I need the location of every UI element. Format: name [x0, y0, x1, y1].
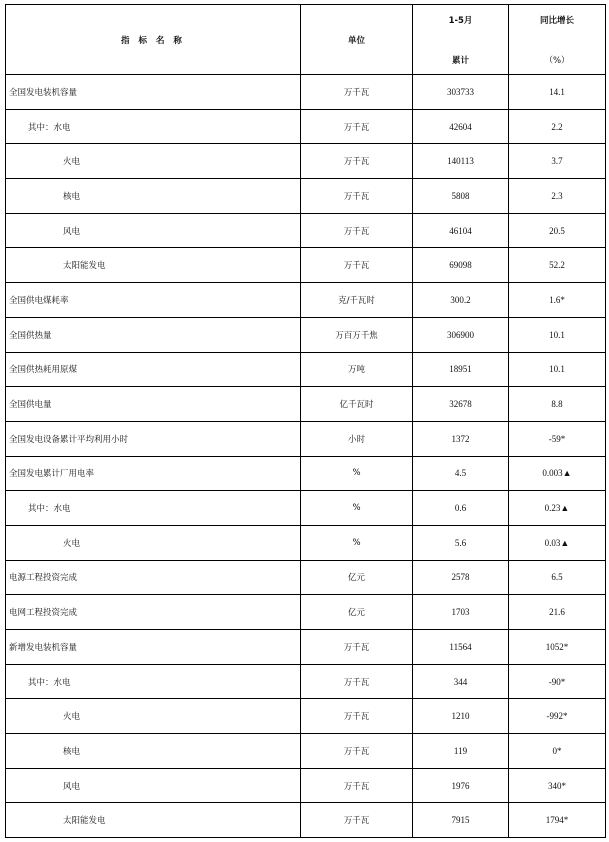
header-growth — [509, 5, 606, 75]
table-row — [6, 595, 606, 630]
table-row — [6, 75, 606, 110]
row-unit: 万千瓦 — [301, 768, 413, 803]
table-row — [6, 317, 606, 352]
row-growth: 6.5 — [509, 560, 606, 595]
row-unit: 万千瓦 — [301, 699, 413, 734]
table-row — [6, 248, 606, 283]
row-growth: 21.6 — [509, 595, 606, 630]
row-growth: 0* — [509, 734, 606, 769]
row-unit: 亿千瓦时 — [301, 387, 413, 422]
row-name: 火电 — [6, 525, 301, 560]
row-value: 42604 — [413, 109, 509, 144]
row-growth: 20.5 — [509, 213, 606, 248]
row-growth: 2.2 — [509, 109, 606, 144]
header-growth-label: 同比增长 — [539, 15, 574, 26]
row-unit: 万千瓦 — [301, 213, 413, 248]
row-name: 太阳能发电 — [6, 248, 301, 283]
row-growth: 14.1 — [509, 75, 606, 110]
row-value: 11564 — [413, 630, 509, 665]
row-unit: 万吨 — [301, 352, 413, 387]
row-name: 风电 — [6, 213, 301, 248]
header-period: 1-5月 — [448, 15, 473, 26]
row-unit: 小时 — [301, 421, 413, 456]
table-row — [6, 109, 606, 144]
table-row — [6, 768, 606, 803]
row-unit: 万千瓦 — [301, 109, 413, 144]
table-header-row — [6, 5, 606, 75]
table-row — [6, 734, 606, 769]
row-name: 核电 — [6, 734, 301, 769]
table-row — [6, 630, 606, 665]
row-value: 46104 — [413, 213, 509, 248]
row-name: 全国发电累计厂用电率 — [6, 456, 301, 491]
row-value: 5808 — [413, 179, 509, 214]
table-row — [6, 525, 606, 560]
table-row — [6, 560, 606, 595]
row-growth: 3.7 — [509, 144, 606, 179]
table-row — [6, 421, 606, 456]
table-row — [6, 664, 606, 699]
row-name: 全国供热耗用原煤 — [6, 352, 301, 387]
row-name: 风电 — [6, 768, 301, 803]
row-name: 全国发电设备累计平均利用小时 — [6, 421, 301, 456]
row-growth: -90* — [509, 664, 606, 699]
row-growth: 0.23▲ — [509, 491, 606, 526]
row-unit: 万千瓦 — [301, 75, 413, 110]
table-row — [6, 491, 606, 526]
row-unit: % — [301, 525, 413, 560]
row-growth: 1.6* — [509, 283, 606, 318]
row-value: 1703 — [413, 595, 509, 630]
table-row — [6, 179, 606, 214]
row-unit: 万千瓦 — [301, 630, 413, 665]
row-unit: 万千瓦 — [301, 179, 413, 214]
row-unit: 万千瓦 — [301, 664, 413, 699]
row-growth: -992* — [509, 699, 606, 734]
row-value: 140113 — [413, 144, 509, 179]
table-row — [6, 387, 606, 422]
row-value: 18951 — [413, 352, 509, 387]
row-name: 其中：水电 — [6, 664, 301, 699]
row-growth: 10.1 — [509, 317, 606, 352]
row-value: 119 — [413, 734, 509, 769]
row-name: 全国供电煤耗率 — [6, 283, 301, 318]
row-name: 火电 — [6, 144, 301, 179]
row-growth: 0.003▲ — [509, 456, 606, 491]
row-value: 5.6 — [413, 525, 509, 560]
header-cumulative-label: 累计 — [451, 55, 469, 66]
row-name: 新增发电装机容量 — [6, 630, 301, 665]
row-value: 1976 — [413, 768, 509, 803]
row-growth: 2.3 — [509, 179, 606, 214]
row-growth: 0.03▲ — [509, 525, 606, 560]
row-unit: 亿元 — [301, 560, 413, 595]
row-growth: 1794* — [509, 803, 606, 838]
row-unit: % — [301, 491, 413, 526]
table-row — [6, 144, 606, 179]
row-name: 全国供热量 — [6, 317, 301, 352]
row-name: 太阳能发电 — [6, 803, 301, 838]
row-value: 306900 — [413, 317, 509, 352]
header-unit: 单位 — [301, 5, 413, 75]
row-growth: 52.2 — [509, 248, 606, 283]
row-value: 4.5 — [413, 456, 509, 491]
row-unit: 万千瓦 — [301, 248, 413, 283]
row-value: 300.2 — [413, 283, 509, 318]
table-row — [6, 213, 606, 248]
row-value: 344 — [413, 664, 509, 699]
row-value: 0.6 — [413, 491, 509, 526]
statistics-table-page — [5, 4, 605, 838]
row-value: 303733 — [413, 75, 509, 110]
table-row — [6, 456, 606, 491]
row-growth: 340* — [509, 768, 606, 803]
row-growth: -59* — [509, 421, 606, 456]
row-unit: 亿元 — [301, 595, 413, 630]
table-row — [6, 803, 606, 838]
row-name: 其中：水电 — [6, 109, 301, 144]
row-name: 全国发电装机容量 — [6, 75, 301, 110]
row-name: 核电 — [6, 179, 301, 214]
row-name: 电网工程投资完成 — [6, 595, 301, 630]
row-name: 其中：水电 — [6, 491, 301, 526]
table-row — [6, 352, 606, 387]
row-value: 7915 — [413, 803, 509, 838]
row-name: 全国供电量 — [6, 387, 301, 422]
row-value: 69098 — [413, 248, 509, 283]
row-unit: 万千瓦 — [301, 803, 413, 838]
row-value: 1210 — [413, 699, 509, 734]
row-name: 火电 — [6, 699, 301, 734]
header-cumulative — [413, 5, 509, 75]
row-value: 32678 — [413, 387, 509, 422]
row-unit: 万千瓦 — [301, 144, 413, 179]
row-unit: % — [301, 456, 413, 491]
row-unit: 克/千瓦时 — [301, 283, 413, 318]
row-unit: 万百万千焦 — [301, 317, 413, 352]
row-growth: 8.8 — [509, 387, 606, 422]
power-statistics-table — [5, 4, 606, 838]
table-row — [6, 283, 606, 318]
row-unit: 万千瓦 — [301, 734, 413, 769]
row-growth: 10.1 — [509, 352, 606, 387]
row-growth: 1052* — [509, 630, 606, 665]
table-row — [6, 699, 606, 734]
row-value: 2578 — [413, 560, 509, 595]
header-indicator-name: 指 标 名 称 — [6, 5, 301, 75]
header-growth-unit: （%） — [544, 55, 570, 66]
row-value: 1372 — [413, 421, 509, 456]
row-name: 电源工程投资完成 — [6, 560, 301, 595]
